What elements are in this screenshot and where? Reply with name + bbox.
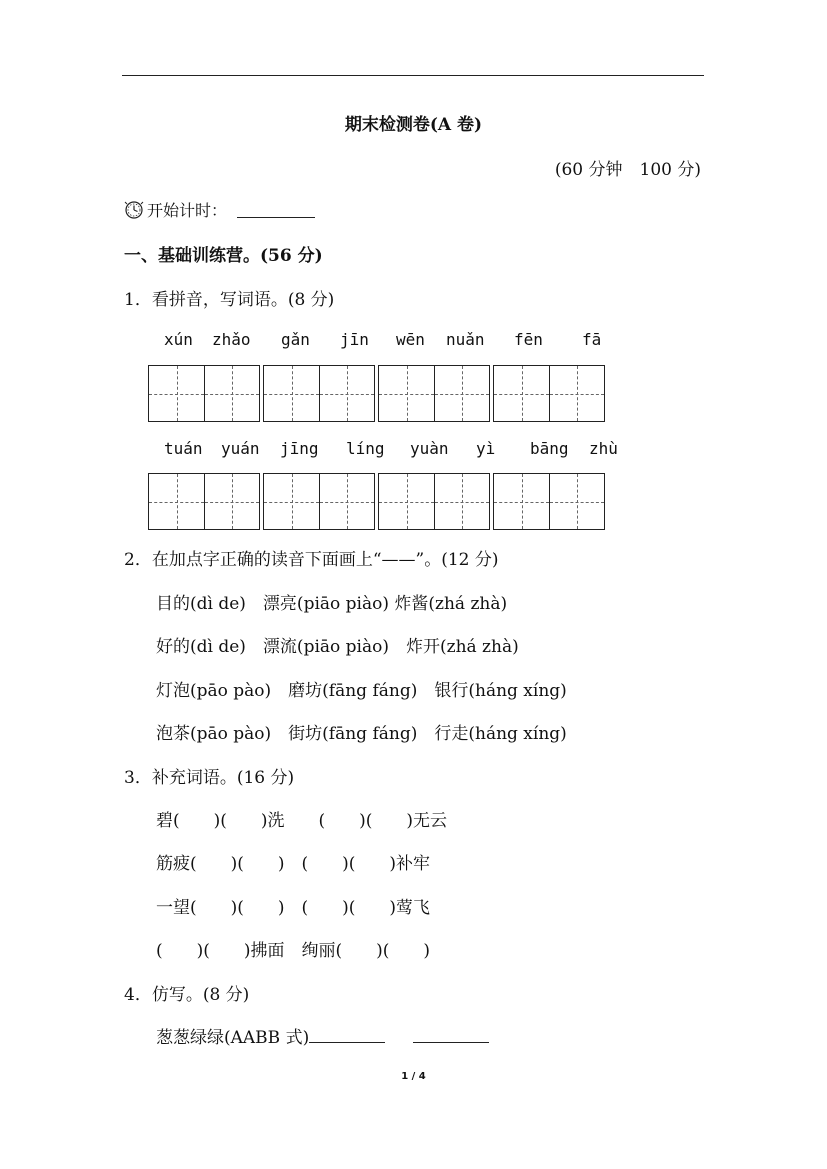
pinyin: yì: [476, 439, 496, 458]
pinyin: jīn: [340, 330, 369, 349]
writing-grid[interactable]: [378, 473, 490, 530]
pinyin: yuàn: [410, 439, 449, 458]
writing-grid[interactable]: [493, 473, 605, 530]
q3-line: ( )( )拂面 绚丽( )( ): [156, 941, 431, 961]
q2-line: 灯泡(pāo pào) 磨坊(fāng fáng) 银行(háng xíng): [156, 681, 567, 701]
q1-title: 1．看拼音，写词语。(8 分): [124, 290, 335, 310]
q2-line: 目的(dì de) 漂亮(piāo piào) 炸酱(zhá zhà): [156, 594, 508, 614]
start-time-blank[interactable]: [237, 201, 315, 218]
start-timer: [124, 198, 315, 221]
top-rule: [122, 75, 704, 76]
pinyin: zhǎo: [212, 330, 251, 349]
pinyin: zhù: [589, 439, 618, 458]
q3-line: 一望( )( ) ( )( )莺飞: [156, 898, 431, 918]
q2-line: 泡茶(pāo pào) 街坊(fāng fáng) 行走(háng xíng): [156, 724, 567, 744]
answer-blank[interactable]: [413, 1028, 489, 1043]
pinyin: xún: [164, 330, 193, 349]
q2-title: 2．在加点字正确的读音下面画上“——”。(12 分): [124, 550, 499, 570]
q4-example: [156, 1023, 489, 1048]
section1-title: 一、基础训练营。(56 分): [124, 246, 323, 266]
q4-example-text: 葱葱绿绿(AABB 式): [156, 1028, 310, 1048]
writing-grid[interactable]: [148, 473, 260, 530]
pinyin: fā: [582, 330, 602, 349]
pinyin: yuán: [221, 439, 260, 458]
pinyin: fēn: [514, 330, 543, 349]
pinyin: tuán: [164, 439, 203, 458]
time-info: (60 分钟 100 分): [554, 160, 701, 180]
q3-line: 筋疲( )( ) ( )( )补牢: [156, 854, 431, 874]
pinyin: gǎn: [281, 330, 310, 349]
writing-grid[interactable]: [493, 365, 605, 422]
writing-grid[interactable]: [263, 473, 375, 530]
clock-icon: [124, 200, 144, 220]
pinyin: líng: [346, 439, 385, 458]
writing-grid[interactable]: [378, 365, 490, 422]
pinyin: wēn: [396, 330, 425, 349]
answer-blank[interactable]: [309, 1028, 385, 1043]
page-title: 期末检测卷(A 卷): [344, 115, 483, 135]
q2-line: 好的(dì de) 漂流(piāo piào) 炸开(zhá zhà): [156, 637, 519, 657]
pinyin: bāng: [530, 439, 569, 458]
q3-line: 碧( )( )洗 ( )( )无云: [156, 811, 448, 831]
page-number: 1 / 4: [401, 1071, 426, 1082]
start-label: 开始计时：: [147, 201, 228, 220]
pinyin: jīng: [280, 439, 319, 458]
writing-grid[interactable]: [263, 365, 375, 422]
q4-title: 4．仿写。(8 分): [124, 985, 250, 1005]
pinyin: nuǎn: [446, 330, 485, 349]
writing-grid[interactable]: [148, 365, 260, 422]
q3-title: 3．补充词语。(16 分): [124, 768, 295, 788]
